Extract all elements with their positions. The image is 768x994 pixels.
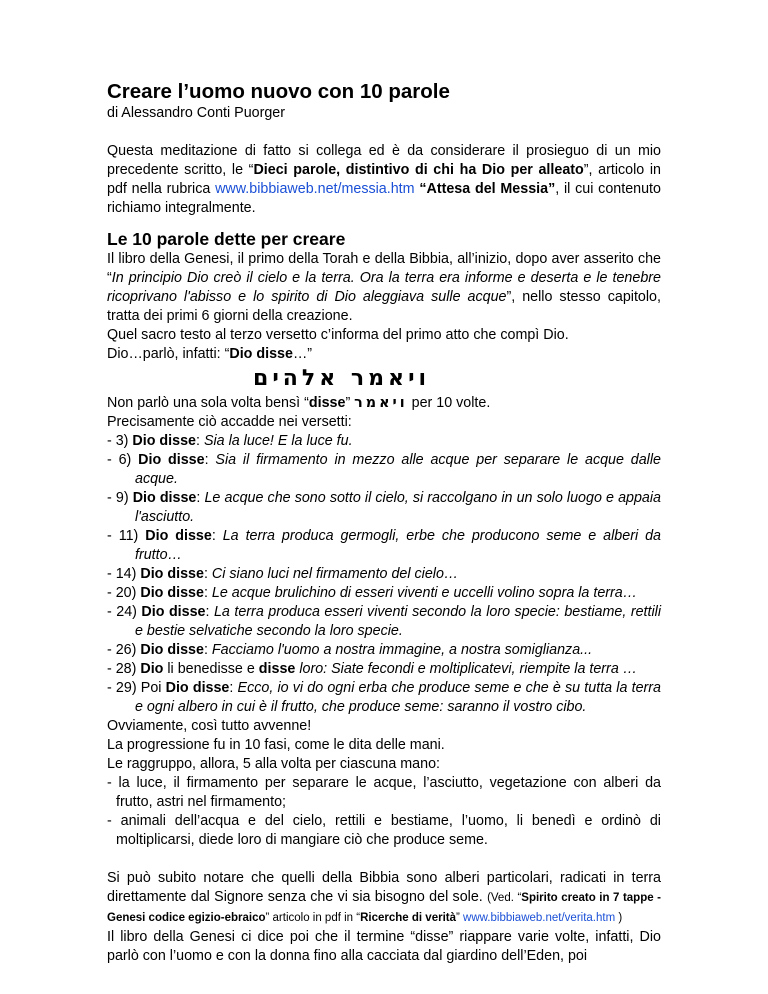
verse-item: - 20) Dio disse: Le acque brulichino di esseri viventi e uccelli volino sopra la terra… [107,585,638,601]
verse-item: - 3) Dio disse: Sia la luce! E la luce fu. [107,433,353,449]
section-heading: Le 10 parole dette per creare [107,229,346,249]
after-line-1: Ovviamente, così tutto avvenne! [107,718,312,734]
trees-paragraph: Si può subito notare che quelli della Bibbia sono alberi particolari, radicati in terra direttamente dal Signore senza che vi sia bisogno del sole. (Ved. “Spirito creato in 7 tappe - Genesi codice egizio-ebraico” articolo in pdf in “Ricerche di verità” www.bibbiaweb.net/verita.htm ) [107,870,661,924]
verse-item: - 6) Dio disse: Sia il firmamento in mezzo alle acque per separare le acque dalle acque. [107,452,661,487]
verita-link[interactable]: www.bibbiaweb.net/verita.htm [463,912,616,924]
author-line: di Alessandro Conti Puorger [107,105,286,121]
hebrew-phrase: ויאמר אלהים [253,366,431,391]
group-list-item: - animali dell’acqua e del cielo, rettili e bestiame, l’uomo, li benedì e ordinò di moltiplicarsi, diede loro di mangiare ciò che produce seme. [107,813,661,848]
verse-item: - 14) Dio disse: Ci siano luci nel firmamento del cielo… [107,566,459,582]
god-spoke-line: Dio…parlò, infatti: “Dio disse…” [107,346,312,362]
ten-times-line: Non parlò una sola volta bensì “disse” ויאמר per 10 volte. [107,395,491,411]
closing-paragraph: Il libro della Genesi ci dice poi che il termine “disse” riappare varie volte, infatti, Dio parlò con l’uomo e con la donna fino alla cacciata dal giardino dell’Eden, poi [107,929,661,964]
document-page [107,80,661,966]
verse-item: - 24) Dio disse: La terra produca esseri viventi secondo la loro specie: bestiame, rettili e bestie selvatiche secondo la loro specie. [107,604,662,639]
intro-paragraph: Questa meditazione di fatto si collega ed è da considerare il prosieguo di un mio precedente scritto, le “Dieci parole, distintivo di chi ha Dio per alleato”, articolo in pdf nella rubrica www.bibbiaweb.net/messia.htm “Attesa del Messia”, il cui contenuto richiamo integralmente. [107,143,661,216]
verses-intro: Precisamente ciò accadde nei versetti: [107,414,352,430]
after-line-3: Le raggruppo, allora, 5 alla volta per ciascuna mano: [107,756,441,772]
verse-list [107,432,661,717]
group-list-item: - la luce, il firmamento per separare le acque, l’asciutto, vegetazione con alberi da frutto, astri nel firmamento; [107,775,661,810]
verse-item: - 9) Dio disse: Le acque che sono sotto il cielo, si raccolgano in un solo luogo e appaia l'asciutto. [107,490,661,525]
document-title: Creare l’uomo nuovo con 10 parole [107,80,450,103]
verse-item: - 26) Dio disse: Facciamo l'uomo a nostra immagine, a nostra somiglianza... [107,642,593,658]
genesis-paragraph: Il libro della Genesi, il primo della Torah e della Bibbia, all’inizio, dopo aver asserito che “In principio Dio creò il cielo e la terra. Ora la terra era informe e deserta e le tenebre ricoprivano l'abisso e lo spirito di Dio aleggiava sulle acque”, nello stesso capitolo, tratta dei primi 6 giorni della creazione. [107,251,661,324]
verse-item: - 28) Dio li benedisse e disse loro: Siate fecondi e moltiplicatevi, riempite la terra … [107,661,638,677]
verse-item: - 11) Dio disse: La terra produca germogli, erbe che producono seme e alberi da frutto… [107,528,661,563]
messia-link[interactable]: www.bibbiaweb.net/messia.htm [215,181,415,197]
verse-item: - 29) Poi Dio disse: Ecco, io vi do ogni erba che produce seme e che è su tutta la terra e ogni albero in cui è il frutto, che produce seme: saranno il vostro cibo. [107,680,661,715]
after-line-2: La progressione fu in 10 fasi, come le dita delle mani. [107,737,445,753]
article-title: Dieci parole, distintivo di chi ha Dio per alleato [253,162,584,178]
section-title: “Attesa del Messia” [419,181,556,197]
third-verse-line: Quel sacro testo al terzo versetto c’informa del primo atto che compì Dio. [107,327,569,343]
